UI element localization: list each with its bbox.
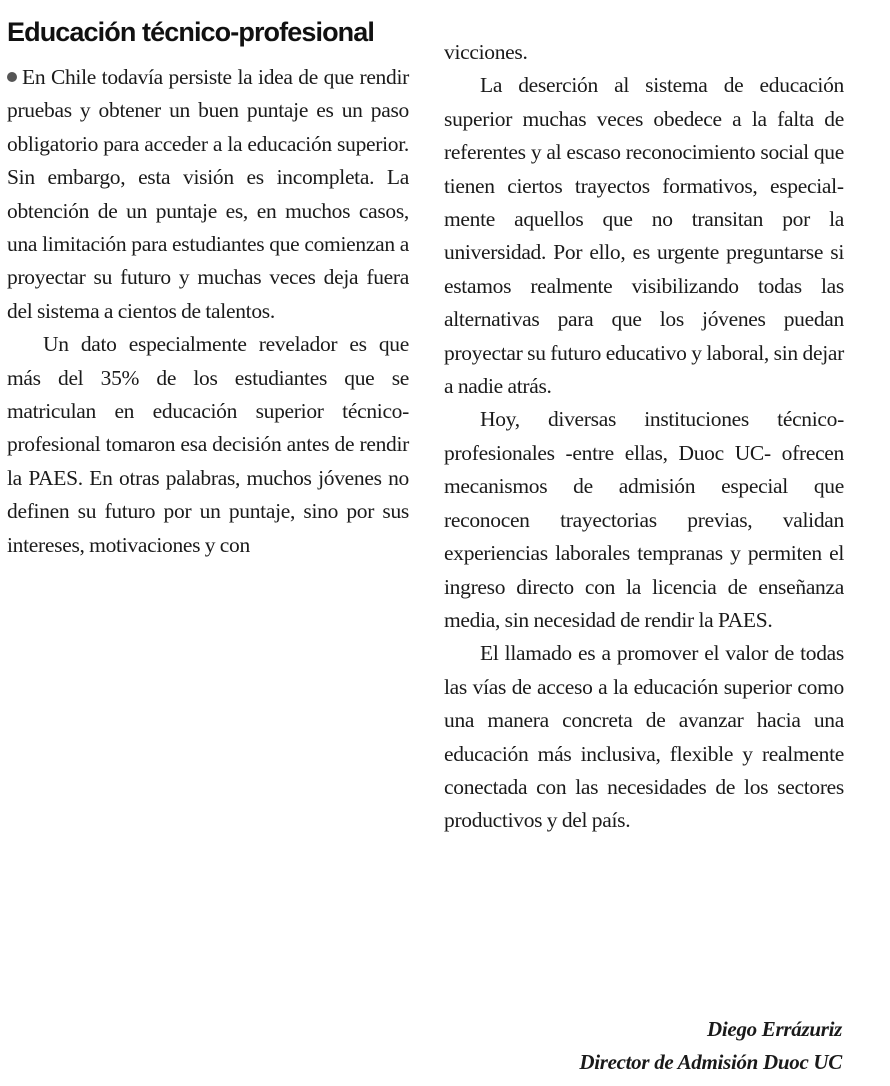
left-column [7,61,409,562]
paragraph-5: El llamado es a promover el valor de todas las vías de acceso a la educación superior como una manera concreta de avanzar hacia una educación más inclusiva, flexible y realmente conectada con las necesidades de los sectores productivos y del país. [444,641,844,833]
author-name: Diego Errázuriz [707,1017,842,1041]
author-title: Director de Admisión Duoc UC [579,1050,842,1074]
right-column [444,36,844,838]
bullet-dot-icon [7,72,17,82]
paragraph-4: Hoy, diversas instituciones técnico-profesionales -entre ellas, Duoc UC- ofrecen mecanismos de admisión especial que reconocen trayectorias previas, validan experiencias laborales tempranas y permiten el ingreso directo con la licencia de enseñanza media, sin necesidad de rendir la PAES. [444,407,844,632]
paragraph-2-continued: vicciones. [444,40,528,64]
headline: Educación técnico-profesional [7,17,374,47]
paragraph-3: La deserción al sistema de educación superior muchas veces obedece a la falta de referentes y al escaso reconocimiento social que tienen ciertos trayectos formativos, especialmente aquellos que no transitan por la universidad. Por ello, es urgente preguntarse si estamos realmente visibilizando todas las alternativas para que los jóvenes puedan proyectar su futuro educativo y laboral, sin dejar a nadie atrás. [444,73,844,399]
paragraph-1 [7,61,409,328]
paragraph-1-text: En Chile todavía persiste la idea de que rendir pruebas y obtener un buen puntaje es un paso obligatorio para acceder a la educación superior. Sin embargo, esta visión es incompleta. La obtención de un puntaje es, en muchos casos, una limitación para estudiantes que comienzan a proyectar su futuro y muchas veces deja fuera del sistema a cientos de talentos. [7,65,409,323]
signature-block [579,1013,842,1079]
paragraph-2: Un dato especialmente revelador es que más del 35% de los estudiantes que se matriculan en educación superior técnico-profesional tomaron esa decisión antes de rendir la PAES. En otras palabras, muchos jóvenes no definen su futuro por un puntaje, sino por sus intereses, motivaciones y con [7,332,409,557]
